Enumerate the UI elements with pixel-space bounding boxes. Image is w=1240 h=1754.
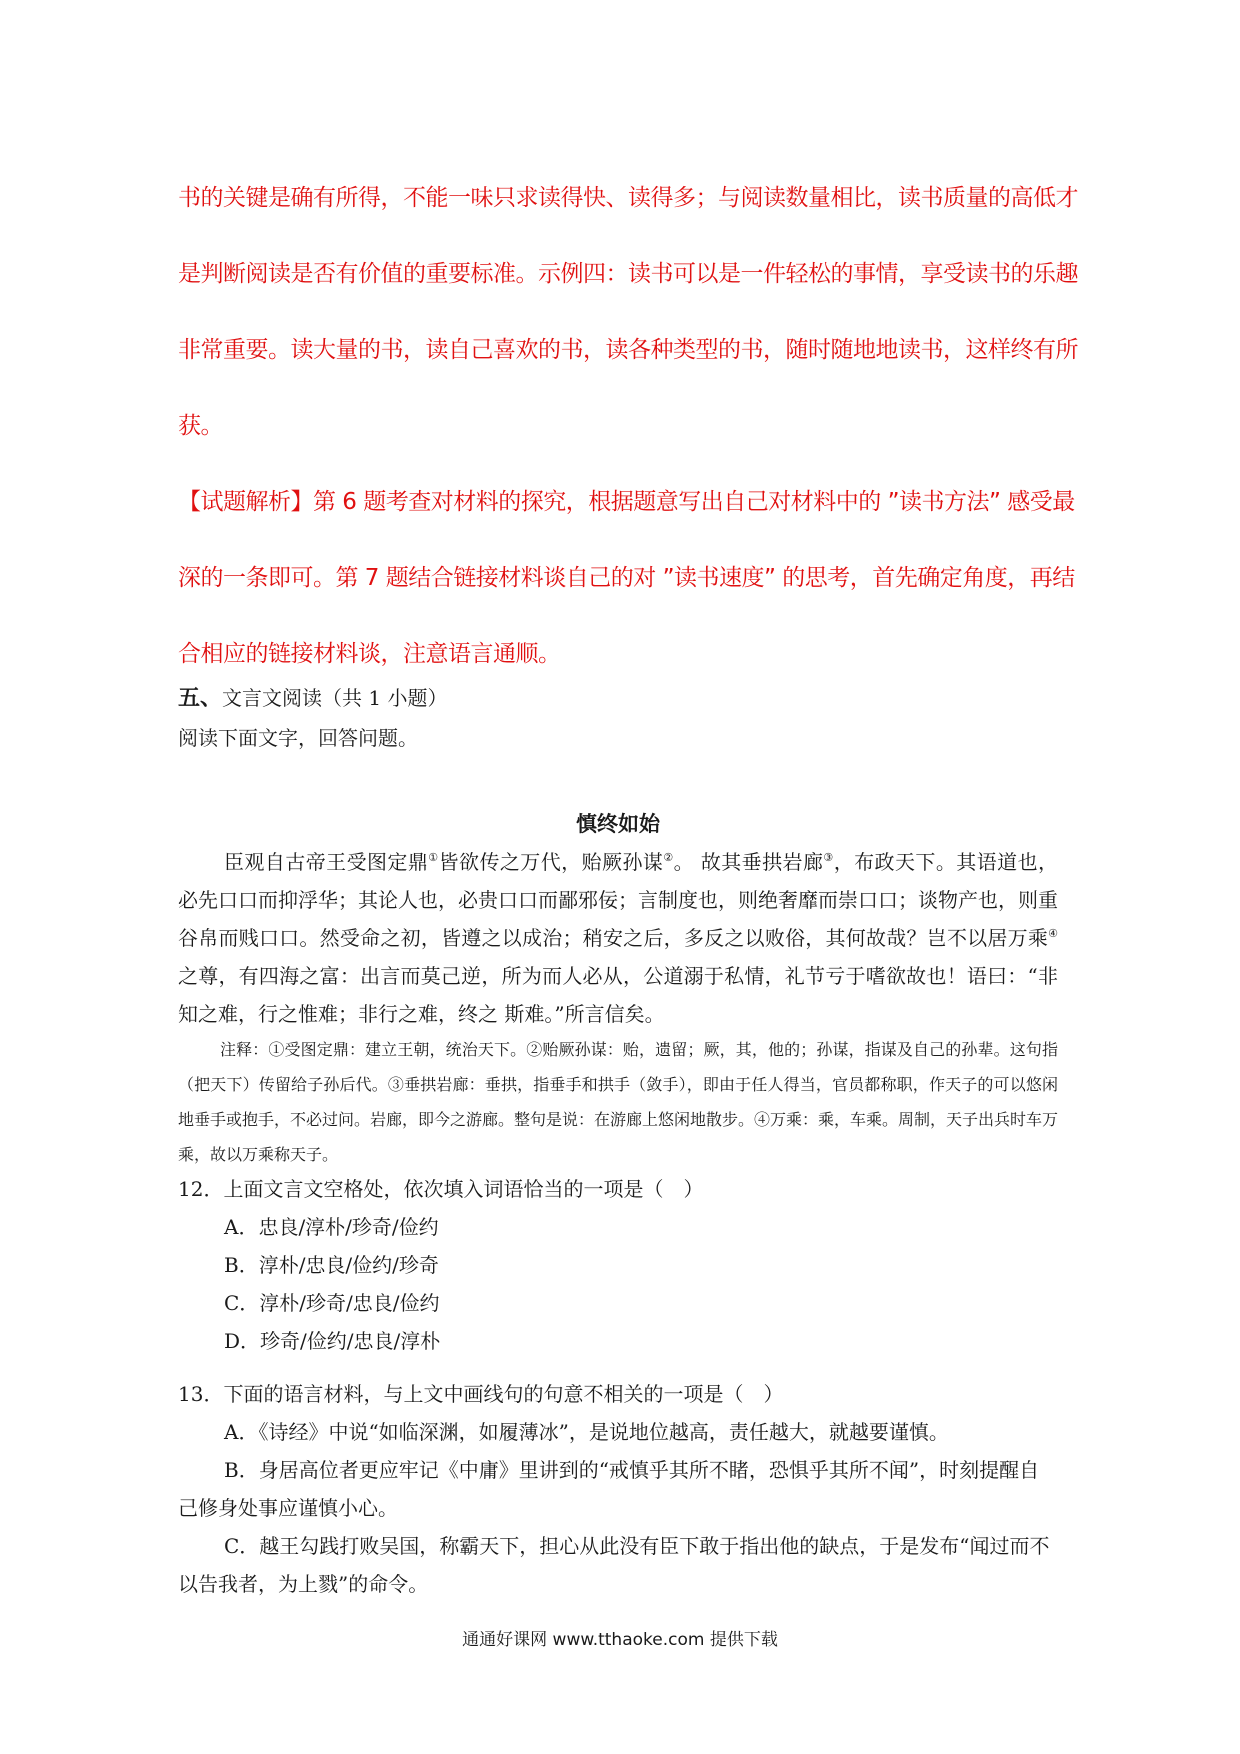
option-a: A．《诗经》中说“如临深渊，如履薄冰”，是说地位越高，责任越大，就越要谨慎。 xyxy=(224,1420,949,1444)
section-instruction: 阅读下面文字，回答问题。 xyxy=(178,726,418,750)
classical-passage xyxy=(178,843,1058,1033)
analysis-line: 【试题解析】第 6 题考查对材料的探究，根据题意写出自己对材料中的 ”读书方法” 感受最 xyxy=(178,489,1075,515)
section-title: 文言文阅读（共 1 小题） xyxy=(222,686,448,710)
footnote-marker: ② xyxy=(663,851,674,864)
passage-text xyxy=(178,843,1058,1033)
question-12 xyxy=(178,1170,1058,1360)
footnote-marker: ④ xyxy=(1048,927,1058,940)
page-footer: 通通好课网 www.tthaoke.com 提供下载 xyxy=(462,1630,778,1650)
passage-segment: 臣观自古帝王受图定鼎 xyxy=(224,850,429,874)
question-stem: 12．上面文言文空格处，依次填入词语恰当的一项是（ ） xyxy=(178,1177,704,1201)
section-heading xyxy=(178,680,1058,716)
notes-text: 注释：①受图定鼎：建立王朝，统治天下。②贻厥孙谋：贻，遗留；厥，其，他的；孙谋，指谋及自己的孙辈。这句指（把天下）传留给子孙后代。③垂拱岩廊：垂拱，指垂手和拱手（敛手），即由于任人得当，官员都称职，作天子的可以悠闲地垂手或抱手，不必过问。岩廊，即今之游廊。整句是说：在游廊上悠闲地散步。④万乘：乘，车乘。周制，天子出兵时车万乘，故以万乘称天子。 xyxy=(178,1040,1059,1164)
answer-line: 获。 xyxy=(178,413,223,439)
passage-title: 慎终如始 xyxy=(576,811,660,836)
analysis-line: 合相应的链接材料谈，注意语言通顺。 xyxy=(178,641,561,667)
option-b: B．身居高位者更应牢记《中庸》里讲到的“戒慎乎其所不睹，恐惧乎其所不闻”，时刻提醒自己修身处事应谨慎小心。 xyxy=(178,1458,1040,1520)
option-d: D．珍奇/俭约/忠良/淳朴 xyxy=(224,1329,441,1353)
footnote-marker: ① xyxy=(428,851,439,864)
answer-line: 书的关键是确有所得，不能一味只求读得快、读得多；与阅读数量相比，读书质量的高低才 xyxy=(178,185,1078,211)
question-stem: 13．下面的语言材料，与上文中画线句的句意不相关的一项是（ ） xyxy=(178,1382,784,1406)
footnote-marker: ③ xyxy=(823,851,834,864)
answer-line: 是判断阅读是否有价值的重要标准。示例四：读书可以是一件轻松的事情，享受读书的乐趣 xyxy=(178,261,1078,287)
option-a: A．忠良/淳朴/珍奇/俭约 xyxy=(224,1215,439,1239)
passage-segment: 皆欲传之万代，贻厥孙谋 xyxy=(438,850,664,874)
passage-segment: ，布政天下。其语道也，必先口口而抑浮华；其论人也，必贵口口而鄙邪佞；言制度也，则绝奢靡而崇口口；谈物产也，则重谷帛而贱口口。然受命之初，皆遵之以成治；稍安之后，多反之以败俗，其何故哉？岂不以居万乘 xyxy=(178,850,1058,950)
section-number: 五、 xyxy=(178,685,223,711)
passage-notes xyxy=(178,1032,1058,1172)
answer-line: 非常重要。读大量的书，读自己喜欢的书，读各种类型的书，随时随地地读书，这样终有所 xyxy=(178,337,1078,363)
passage-segment: 。 故其垂拱岩廊 xyxy=(673,850,824,874)
option-c: C．淳朴/珍奇/忠良/俭约 xyxy=(224,1291,440,1315)
passage-segment: 之尊，有四海之富：出言而莫己逆，所为而人必从，公道溺于私情，礼节亏于嗜欲故也！语曰：“非知之难，行之惟难；非行之难，终之 斯难。”所言信矣。 xyxy=(178,964,1058,1026)
answer-explanation xyxy=(178,160,1078,692)
question-13 xyxy=(178,1375,1058,1603)
analysis-line: 深的一条即可。第 7 题结合链接材料谈自己的对 ”读书速度” 的思考，首先确定角度，再结 xyxy=(178,565,1075,591)
option-c: C．越王勾践打败吴国，称霸天下，担心从此没有臣下敢于指出他的缺点，于是发布“闻过而不以告我者，为上戮”的命令。 xyxy=(178,1534,1050,1596)
option-b: B．淳朴/忠良/俭约/珍奇 xyxy=(224,1253,439,1277)
